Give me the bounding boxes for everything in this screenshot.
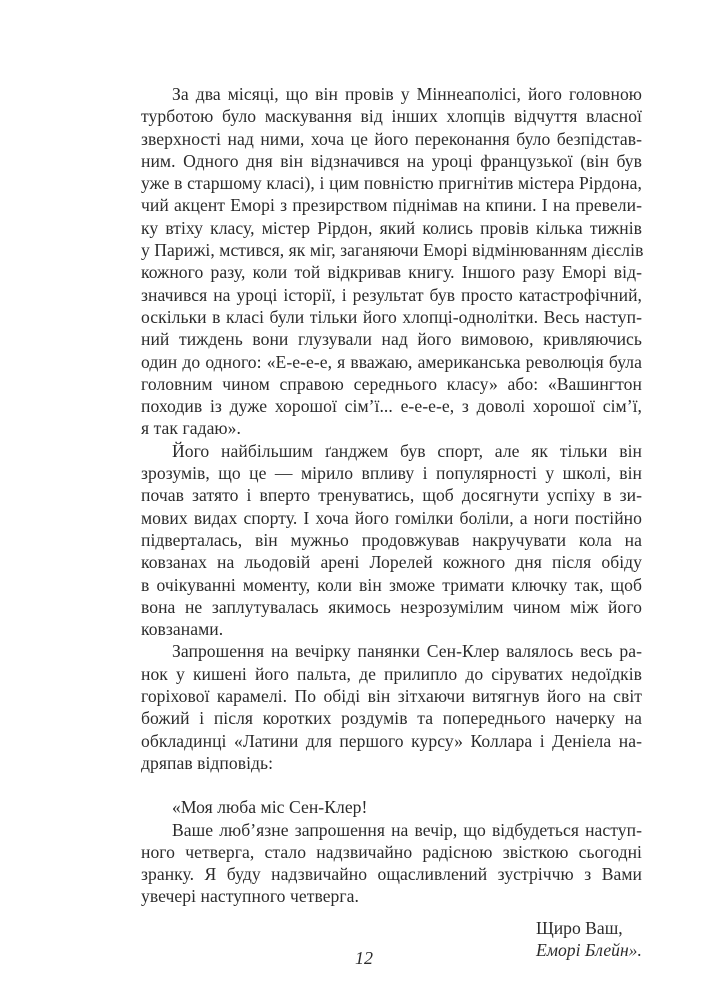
text-line: Його найбільшим ґанджем був спорт, але як тільки він [172, 440, 642, 461]
text-line: дряпав відповідь: [141, 752, 274, 773]
letter-line: увечері наступного четверга. [141, 886, 359, 907]
paragraph-2 [141, 440, 642, 641]
letter-line: зранку. Я буду надзвичайно ощасливлений зустріччю з Вами [141, 864, 642, 885]
text-line: в очікуванні моменту, коли він зможе тримати ключку так, щоб [141, 574, 642, 595]
spacer [141, 774, 642, 796]
spacer [141, 908, 642, 917]
text-line: походив із дуже хорошої сім’ї... е-е-е-е, з доволі хорошої сім’ї, [141, 396, 642, 417]
text-line: нок у кишені його пальта, де прилипло до сіруватих недоїдків [141, 663, 642, 684]
paragraph-3 [141, 640, 642, 774]
text-line: ковзанами. [141, 619, 224, 640]
text-line: значився на уроці історії, і результат був просто катастрофічний, [141, 284, 642, 305]
letter-line: Ваше люб’язне запрошення на вечір, що відбудеться наступ- [172, 819, 642, 840]
text-line: оскільки в класі були тільки його хлопці-однолітки. Весь наступ- [141, 306, 642, 327]
page-number: 12 [355, 948, 373, 968]
text-line: зрозумів, що це — мірило впливу і популярності у школі, він [141, 463, 642, 484]
text-line: ним. Одного дня він відзначився на уроці французької (він був [141, 150, 642, 171]
text-line: турботою було маскування від інших хлопців відчуття власної [141, 106, 642, 127]
text-line: чий акцент Еморі з презирством піднімав на кпини. І на превели- [141, 195, 642, 216]
letter-block [141, 796, 642, 961]
text-line: почав затято і вперто тренуватись, щоб досягнути успіху в зи- [141, 485, 642, 506]
text-line: один до одного: «Е-е-е-е, я вважаю, американська революція була [141, 351, 642, 372]
letter-salutation: «Моя люба міс Сен-Клер! [172, 797, 368, 818]
page-body [141, 83, 642, 961]
text-line: Запрошення на вечірку панянки Сен-Клер валялось весь ра- [172, 641, 642, 662]
letter-line: ного четверга, стало надзвичайно радісною звісткою сьогодні [141, 841, 642, 862]
text-line: я так гадаю». [141, 418, 241, 439]
text-line: вона не заплутувалась якимось незрозумілим чином між його [141, 596, 642, 617]
text-line: горіхової карамелі. По обіді він зітхаючи витягнув його на світ [141, 686, 642, 707]
text-line: ковзанах на льодовій арені Лорелей кожного дня після обіду [141, 552, 642, 573]
text-line: божий і після коротких роздумів та попереднього начерку на [141, 708, 642, 729]
text-line: За два місяці, що він провів у Міннеаполісі, його головною [172, 84, 642, 104]
text-line: зверхності над ними, хоча це його переконання було безпідстав- [141, 128, 642, 149]
text-line: головним чином справою середнього класу» або: «Вашингтон [141, 373, 642, 394]
text-line: обкладинці «Латини для першого курсу» Коллара і Деніела на- [141, 730, 642, 751]
text-line: уже в старшому класі), і цим повністю пригнітив містера Рірдона, [141, 173, 642, 194]
text-line: ку втіху класу, містер Рірдон, який колись провів кілька тижнів [141, 217, 642, 238]
text-line: у Парижі, мстився, як міг, заганяючи Еморі відмінюванням дієслів [141, 240, 644, 261]
letter-signature: Еморі Блейн». [536, 939, 642, 960]
text-line: мових видах спорту. І хоча його гомілки боліли, а ноги постійно [141, 507, 642, 528]
text-line: підверталась, він мужньо продовжував накручувати кола на [141, 529, 642, 550]
text-line: ний тиждень вони глузували над його вимовою, кривляючись [141, 329, 642, 350]
text-line: кожного разу, коли той відкривав книгу. Іншого разу Еморі від- [141, 262, 642, 283]
paragraph-1 [141, 83, 642, 440]
letter-closing: Щиро Ваш, [536, 917, 623, 938]
